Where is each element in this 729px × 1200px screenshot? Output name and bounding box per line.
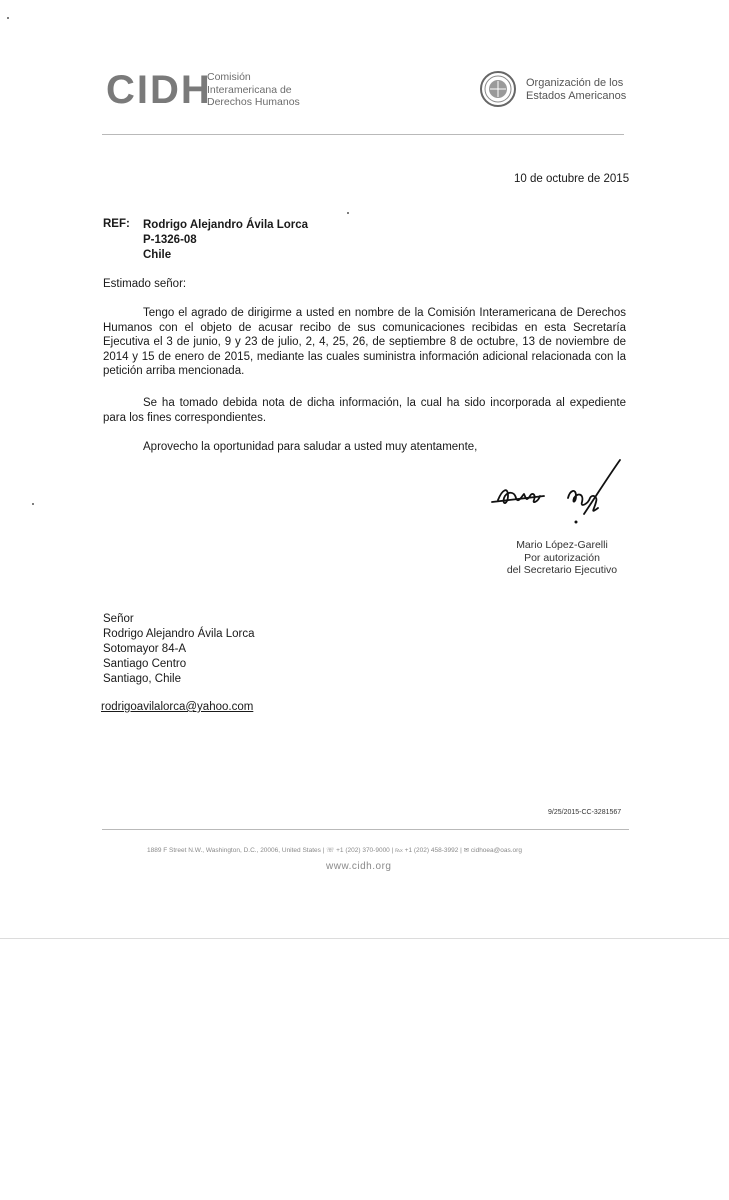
handwritten-signature: [478, 452, 638, 532]
document-code: 9/25/2015-CC-3281567: [548, 809, 622, 816]
signer-role-1: Por autorización: [524, 551, 600, 564]
commission-line-3: Derechos Humanos: [207, 96, 300, 108]
scan-speck: [32, 503, 34, 505]
footer-website-link[interactable]: www.cidh.org: [326, 861, 392, 872]
scan-speck: [7, 17, 9, 19]
commission-line-2: Interamericana de: [207, 83, 292, 96]
header-divider: [102, 134, 624, 135]
recipient-city: Santiago, Chile: [103, 673, 181, 685]
oas-line-1: Organización de los: [526, 77, 624, 89]
signer-role-2: del Secretario Ejecutivo: [506, 564, 618, 576]
oas-name: [526, 77, 626, 103]
signer-block: [498, 539, 626, 577]
commission-name: [207, 71, 300, 109]
footer-divider: [102, 829, 629, 830]
recipient-district: Santiago Centro: [103, 658, 187, 670]
commission-line-1: Comisión: [207, 71, 251, 83]
recipient-address: [103, 612, 255, 687]
scan-edge: [0, 938, 729, 939]
cidh-logo: CIDH: [106, 68, 212, 112]
paragraph-1: Tengo el agrado de dirigirme a usted en nombre de la Comisión Interamericana de Derechos Humanos con el objeto de acusar recibo de sus comunicaciones recibidas en esta Secretaría Ejecutiva el 3 de junio, 9 y 23 de julio, 2, 4, 25, 26, de septiembre 8 de octubre, 13 de noviembre de 2014 y 15 de enero de 2015, mediante las cuales suministra información adicional relacionada con la petición arriba mencionada.: [103, 307, 626, 377]
paragraph-3: Aprovecho la oportunidad para saludar a usted muy atentamente,: [143, 441, 478, 453]
oas-seal-icon: [479, 70, 517, 108]
paragraph-2: Se ha tomado debida nota de dicha información, la cual ha sido incorporada al expediente para los fines correspondientes.: [103, 397, 626, 424]
ref-label: REF:: [103, 218, 130, 230]
ref-country: Chile: [143, 249, 172, 261]
ref-number: P-1326-08: [143, 234, 197, 246]
recipient-title: Señor: [103, 613, 134, 625]
ref-name: Rodrigo Alejandro Ávila Lorca: [143, 219, 309, 231]
scan-speck: [347, 212, 349, 214]
recipient-name: Rodrigo Alejandro Ávila Lorca: [103, 628, 255, 640]
oas-line-2: Estados Americanos: [526, 90, 627, 102]
footer-contact: 1889 F Street N.W., Washington, D.C., 20006, United States | ☏ +1 (202) 370-9000 | ℻ +1 (202) 458-3992 | ✉ cidhoea@oas.org: [147, 847, 522, 854]
salutation: Estimado señor:: [103, 278, 187, 290]
recipient-street: Sotomayor 84-A: [103, 643, 187, 655]
recipient-email-link[interactable]: rodrigoavilalorca@yahoo.com: [101, 701, 254, 713]
signer-name: Mario López-Garelli: [516, 539, 608, 551]
ref-block: [143, 218, 308, 263]
letter-date: 10 de octubre de 2015: [514, 173, 630, 185]
